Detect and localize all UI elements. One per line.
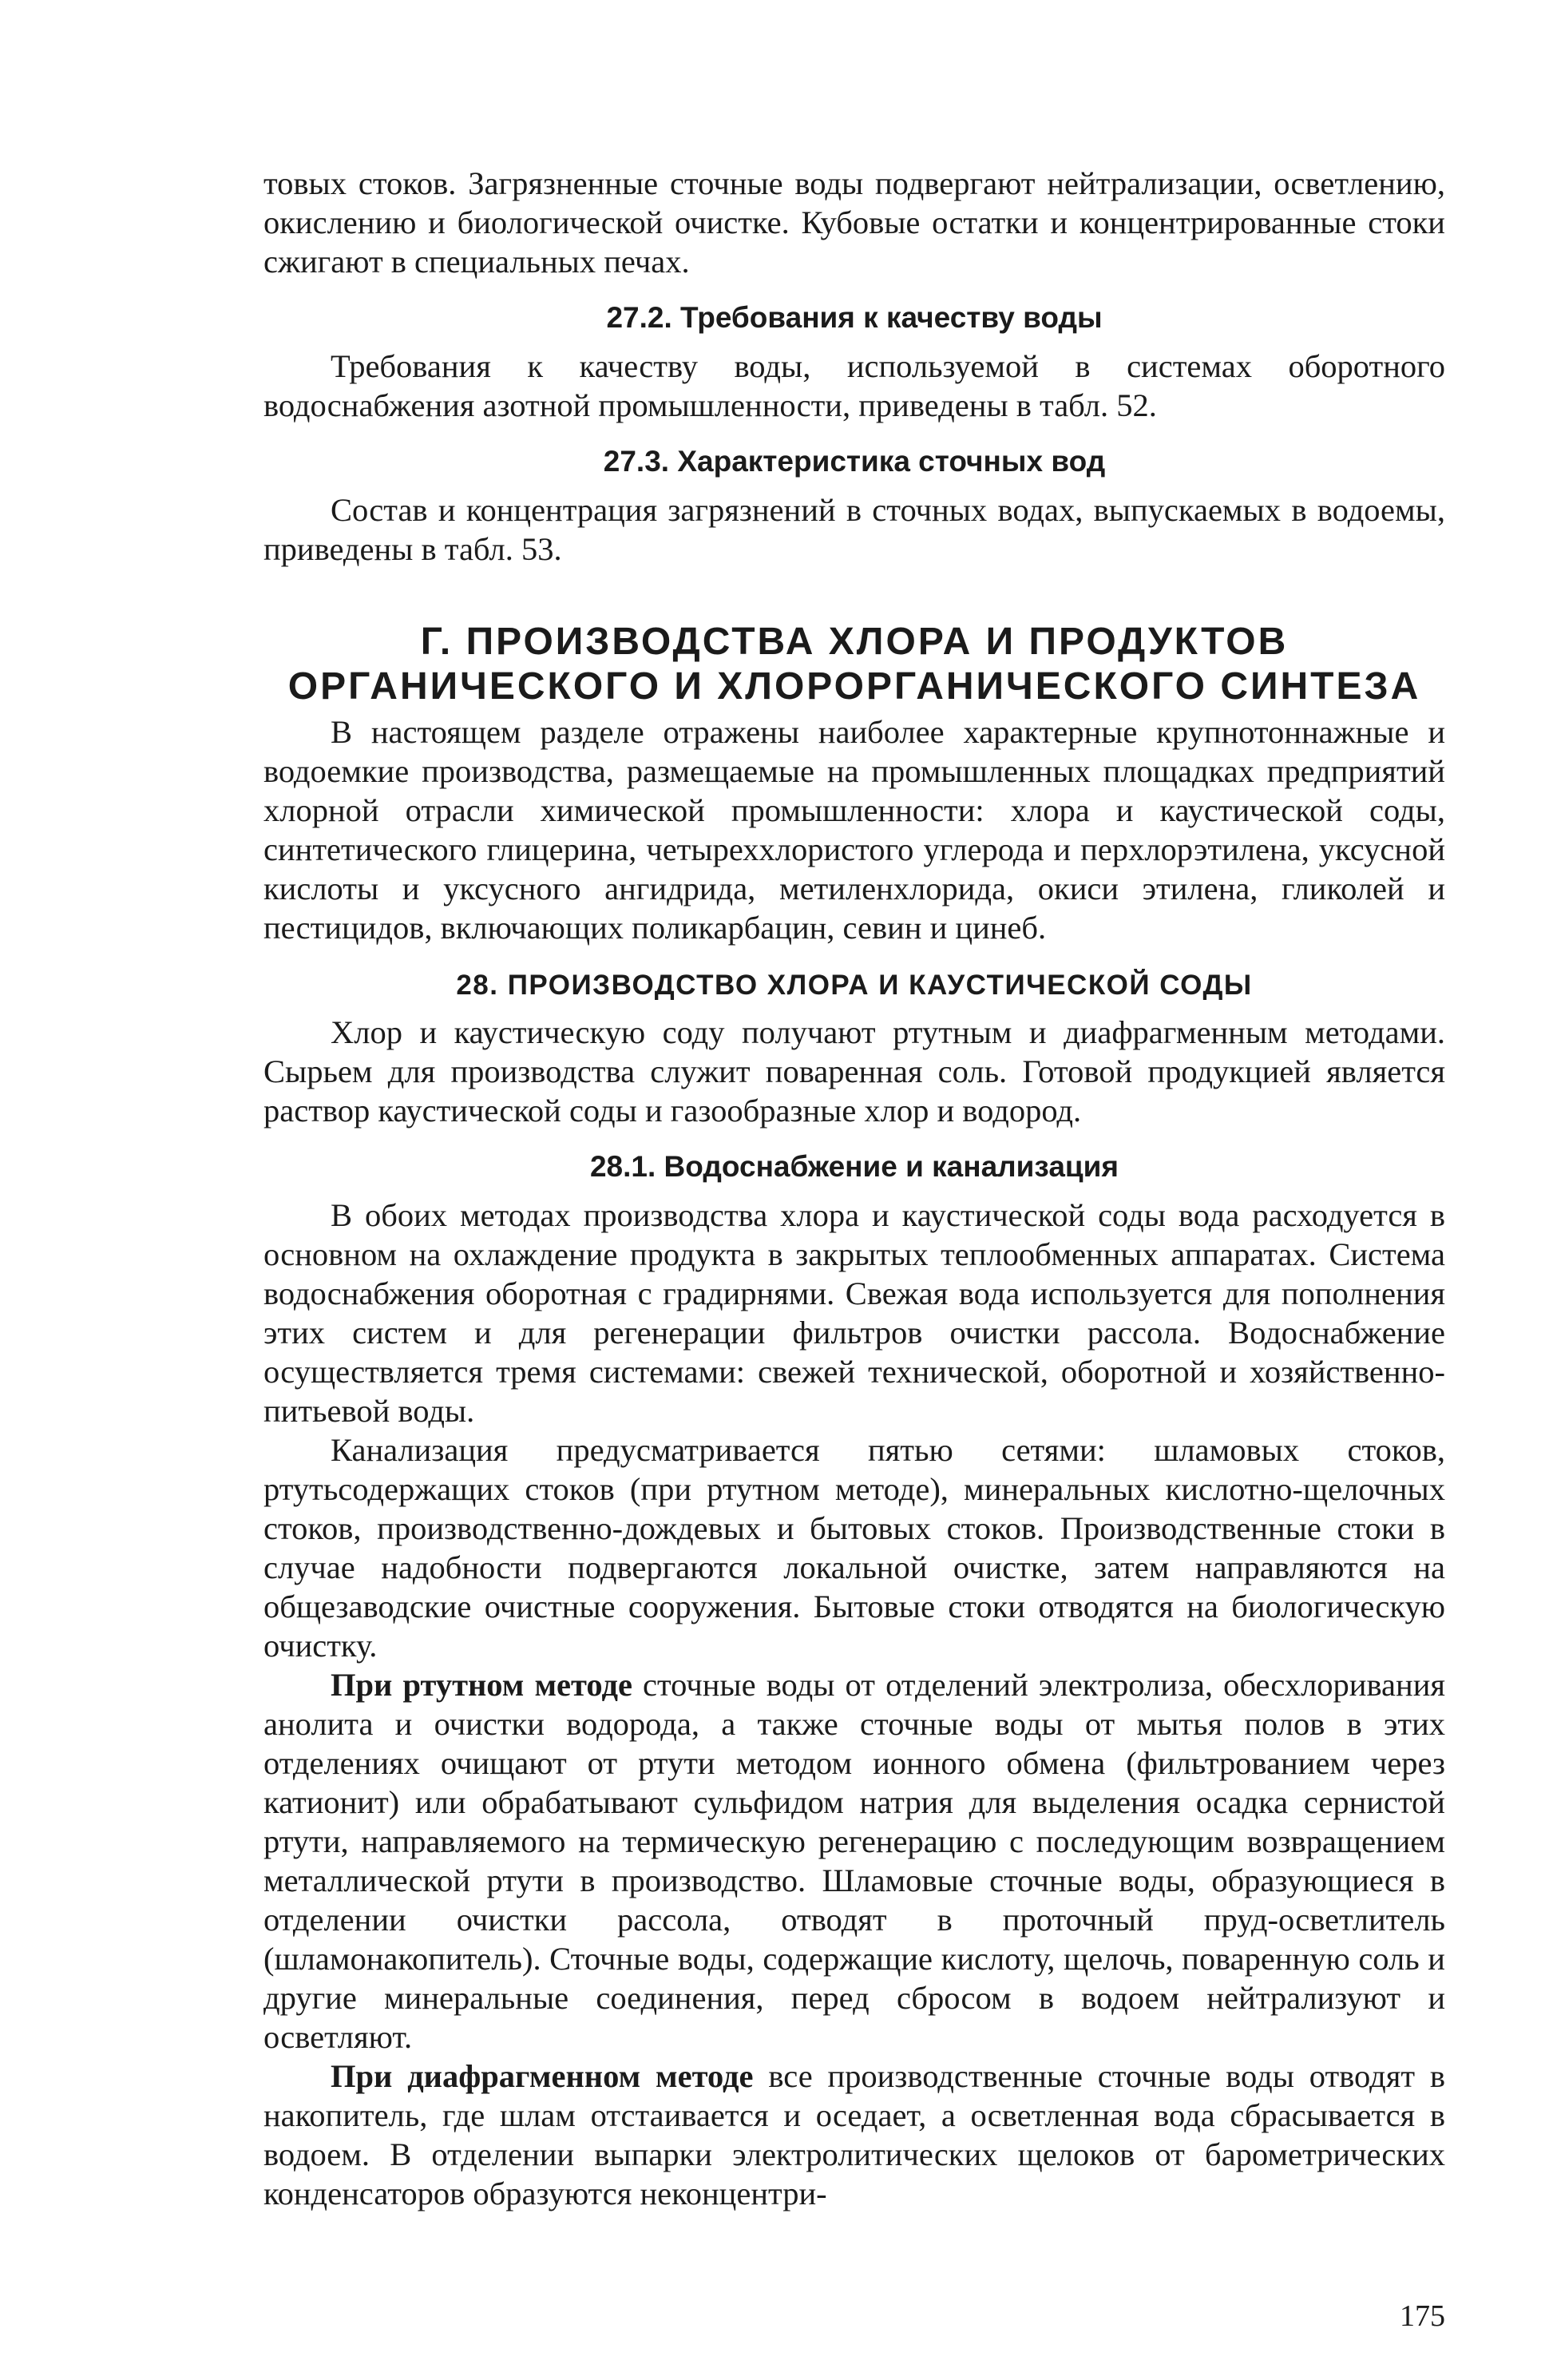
paragraph-27-3: Состав и концентрация загрязнений в сточных водах, выпускаемых в водоемы, приведены в табл. 53. [263, 492, 1445, 567]
lead-diaphragm-method: При диафрагменном методе [331, 2058, 754, 2094]
heading-section-g-line1: Г. ПРОИЗВОДСТВА ХЛОРА И ПРОДУКТОВ [420, 621, 1289, 663]
paragraph-27-2: Требования к качеству воды, используемой в системах оборотного водоснабжения азотной промышленности, приведены в табл. 52. [263, 348, 1445, 423]
heading-27-3: 27.3. Характеристика сточных вод [603, 445, 1106, 478]
heading-section-g-line2: ОРГАНИЧЕСКОГО И ХЛОРОРГАНИЧЕСКОГО СИНТЕЗА [287, 665, 1421, 708]
paragraph-28: Хлор и каустическую соду получают ртутным и диафрагменным методами. Сырьем для производства служит поваренная соль. Готовой продукцией является раствор каустической соды и газообразные хлор и водород. [263, 1014, 1445, 1129]
heading-27-2: 27.2. Требования к качеству воды [606, 301, 1103, 334]
text-mercury-method: сточные воды от отделений электролиза, обесхлоривания анолита и очистки водорода, а также сточные воды от мытья полов в этих отделениях очищают от ртути методом ионного обмена (фильтрованием через катионит) или обрабатывают сульфидом натрия для выделения осадка сернистой ртути, направляемого на термическую регенерацию с последующим возвращением металлической ртути в производство. Шламовые сточные воды, образующиеся в отделении очистки рассола, отводят в проточный пруд-осветлитель (шламонакопитель). Сточные воды, содержащие кислоту, щелочь, поваренную соль и другие минеральные соединения, перед сбросом в водоем нейтрализуют и осветляют. [263, 1667, 1445, 2055]
heading-28-1: 28.1. Водоснабжение и канализация [589, 1150, 1119, 1183]
paragraph-diaphragm-method [263, 2057, 1445, 2213]
heading-section-g [263, 620, 1445, 709]
heading-28: 28. ПРОИЗВОДСТВО ХЛОРА И КАУСТИЧЕСКОЙ СОДЫ [456, 970, 1253, 1001]
page-body [263, 164, 1445, 2213]
paragraph-section-g: В настоящем разделе отражены наиболее характерные крупнотоннажные и водоемкие производства, размещаемые на промышленных площадках предприятий хлорной отрасли химической промышленности: хлора и каустической соды, синтетического глицерина, четыреххлористого углерода и перхлорэтилена, уксусной кислоты и уксусного ангидрида, метиленхлорида, окиси этилена, гликолей и пестицидов, включающих поликарбацин, севин и цинеб. [263, 714, 1445, 946]
paragraph-28-1-water-supply: В обоих методах производства хлора и каустической соды вода расходуется в основном на охлаждение продукта в закрытых теплообменных аппаратах. Система водоснабжения оборотная с градирнями. Свежая вода используется для пополнения этих систем и для регенерации фильтров очистки рассола. Водоснабжение осуществляется тремя системами: свежей технической, оборотной и хозяйственно-питьевой воды. [263, 1197, 1445, 1429]
paragraph-mercury-method [263, 1665, 1445, 2057]
lead-mercury-method: При ртутном методе [331, 1667, 632, 1703]
paragraph-28-1-sewerage: Канализация предусматривается пятью сетями: шламовых стоков, ртутьсодержащих стоков (при ртутном методе), минеральных кислотно-щелочных стоков, производственно-дождевых и бытовых стоков. Производственные стоки в случае надобности подвергаются локальной очистке, затем направляются на общезаводские очистные сооружения. Бытовые стоки отводятся на биологическую очистку. [263, 1432, 1445, 1664]
text-diaphragm-method: все производственные сточные воды отводят в накопитель, где шлам отстаивается и оседает, а осветленная вода сбрасывается в водоем. В отделении выпарки электролитических щелоков от барометрических конденсаторов образуются неконцентри- [263, 2058, 1445, 2211]
page-number: 175 [1400, 2299, 1445, 2333]
paragraph-intro: товых стоков. Загрязненные сточные воды подвергают нейтрализации, осветлению, окислению и биологической очистке. Кубовые остатки и концентрированные стоки сжигают в специальных печах. [263, 165, 1445, 280]
